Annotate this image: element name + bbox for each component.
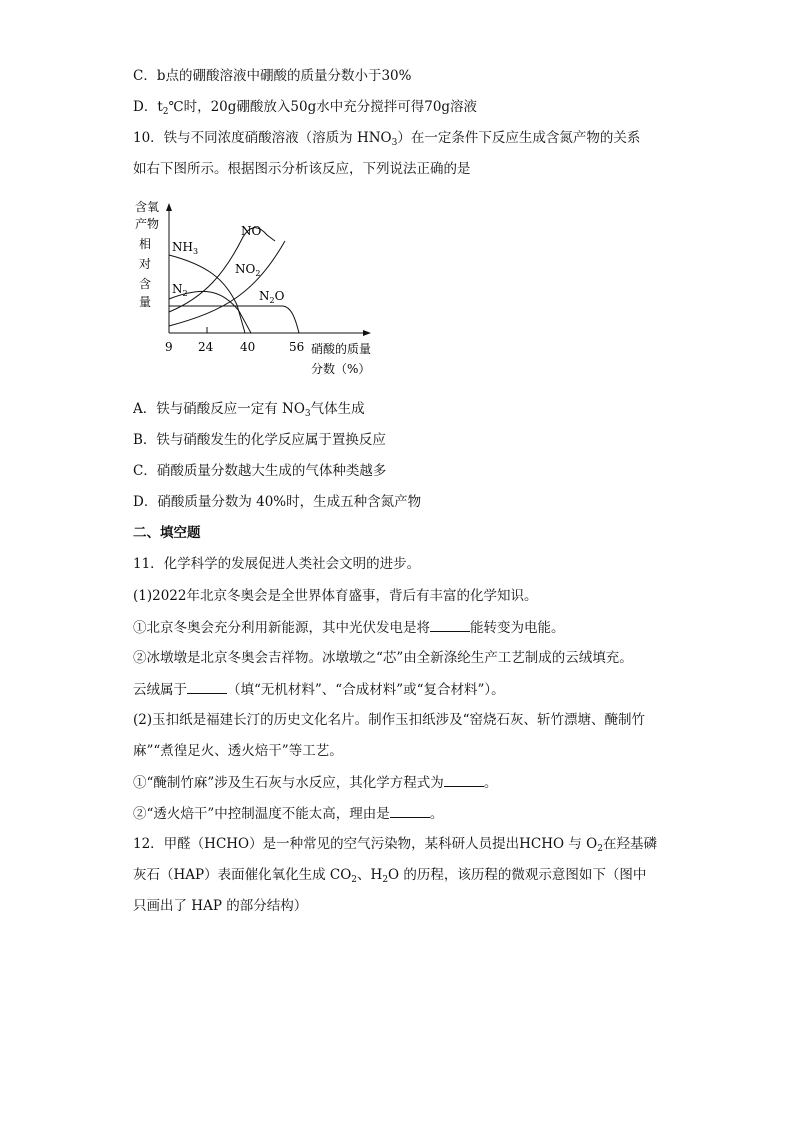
- answer-blank[interactable]: [187, 679, 227, 694]
- x-label-line1: 硝酸的质量: [311, 342, 372, 356]
- q11-part1: (1)2022年北京冬奥会是全世界体育盛事，背后有丰富的化学知识。: [133, 588, 538, 604]
- q9-option-d: D．$t_2℃$时，20g硼酸放入50g水中充分搅拌可得70g溶液: [133, 99, 478, 117]
- x-tick-label-9: 9: [165, 340, 173, 354]
- q12-stem-line1: 12．甲醛（HCHO）是一种常见的空气污染物，某科研人员提出HCHO 与 $O_2$在羟基磷: [133, 836, 657, 854]
- x-tick-label-24: 24: [198, 340, 214, 354]
- label-no: NO: [241, 224, 262, 238]
- q10-stem-line2: 如右下图所示。根据图示分析该反应，下列说法正确的是: [133, 161, 471, 177]
- y-label-6: 量: [139, 295, 152, 309]
- q10-option-c: C．硝酸质量分数越大生成的气体种类越多: [133, 463, 387, 479]
- q10-option-a: A．铁与硝酸反应一定有 $NO_3$气体生成: [133, 401, 365, 419]
- q10-option-b: B．铁与硝酸发生的化学反应属于置换反应: [133, 432, 386, 448]
- q11-part1-a: ①北京冬奥会充分利用新能源，其中光伏发电是将 能转变为电能。: [133, 617, 565, 638]
- x-tick-label-40: 40: [240, 340, 256, 354]
- series-n2o-curve: [169, 306, 299, 333]
- y-label-3: 相: [139, 237, 152, 251]
- label-no2: $NO_2$: [235, 262, 261, 278]
- q11-part2-line2: 麻”“煮徨足火、透火焙干”等工艺。: [133, 743, 343, 759]
- nitrogen-products-chart: [125, 193, 395, 383]
- section-title-fill-blank: 二、填空题: [133, 525, 201, 541]
- q11-part2-a: ①“醃制竹麻”涉及生石灰与水反应，其化学方程式为 。: [133, 772, 497, 793]
- answer-blank[interactable]: [390, 803, 430, 818]
- q12-stem-line2: 灰石（HAP）表面催化氧化生成 $CO_2$、$H_2O$ 的历程，该历程的微观示意图如下（图中: [133, 867, 647, 885]
- q11-part2: (2)玉扣纸是福建长汀的历史文化名片。制作玉扣纸涉及“窑烧石灰、斩竹漂塘、醃制竹: [133, 712, 646, 728]
- y-label-2: 产物: [135, 217, 160, 231]
- q11-part2-c: ②“透火焙干”中控制温度不能太高，理由是 。: [133, 803, 443, 824]
- x-tick-label-56: 56: [289, 340, 305, 354]
- q11-part1-b2: 云绒属于 （填“无机材料”、“合成材料”或“复合材料”）。: [133, 679, 505, 700]
- label-nh3: $NH_3$: [172, 240, 199, 256]
- y-label-1: 含氧: [135, 200, 160, 214]
- x-axis-arrow: [363, 330, 371, 336]
- q10-stem-line1: 10．铁与不同浓度硝酸溶液（溶质为 $HNO_3$）在一定条件下反应生成含氮产物的关系: [133, 130, 641, 148]
- x-label-line2: 分数（%）: [311, 362, 371, 376]
- y-label-4: 对: [139, 257, 152, 271]
- q11-part1-b: ②冰墩墩是北京冬奥会吉祥物。冰墩墩之“芯”由全新涤纶生产工艺制成的云绒填充。: [133, 650, 633, 666]
- answer-blank[interactable]: [430, 617, 470, 632]
- q9-option-c: C．b点的硼酸溶液中硼酸的质量分数小于30%: [133, 68, 412, 84]
- y-label-5: 含: [139, 277, 152, 291]
- label-n2o: $N_2O$: [259, 289, 285, 305]
- answer-blank[interactable]: [444, 772, 484, 787]
- q11-stem: 11．化学科学的发展促进人类社会文明的进步。: [133, 556, 421, 572]
- label-n2: $N_2$: [172, 282, 188, 298]
- q10-option-d: D．硝酸质量分数为 40%时，生成五种含氮产物: [133, 494, 422, 510]
- q12-stem-line3: 只画出了 HAP 的部分结构）: [133, 898, 308, 914]
- y-axis-arrow: [166, 203, 172, 211]
